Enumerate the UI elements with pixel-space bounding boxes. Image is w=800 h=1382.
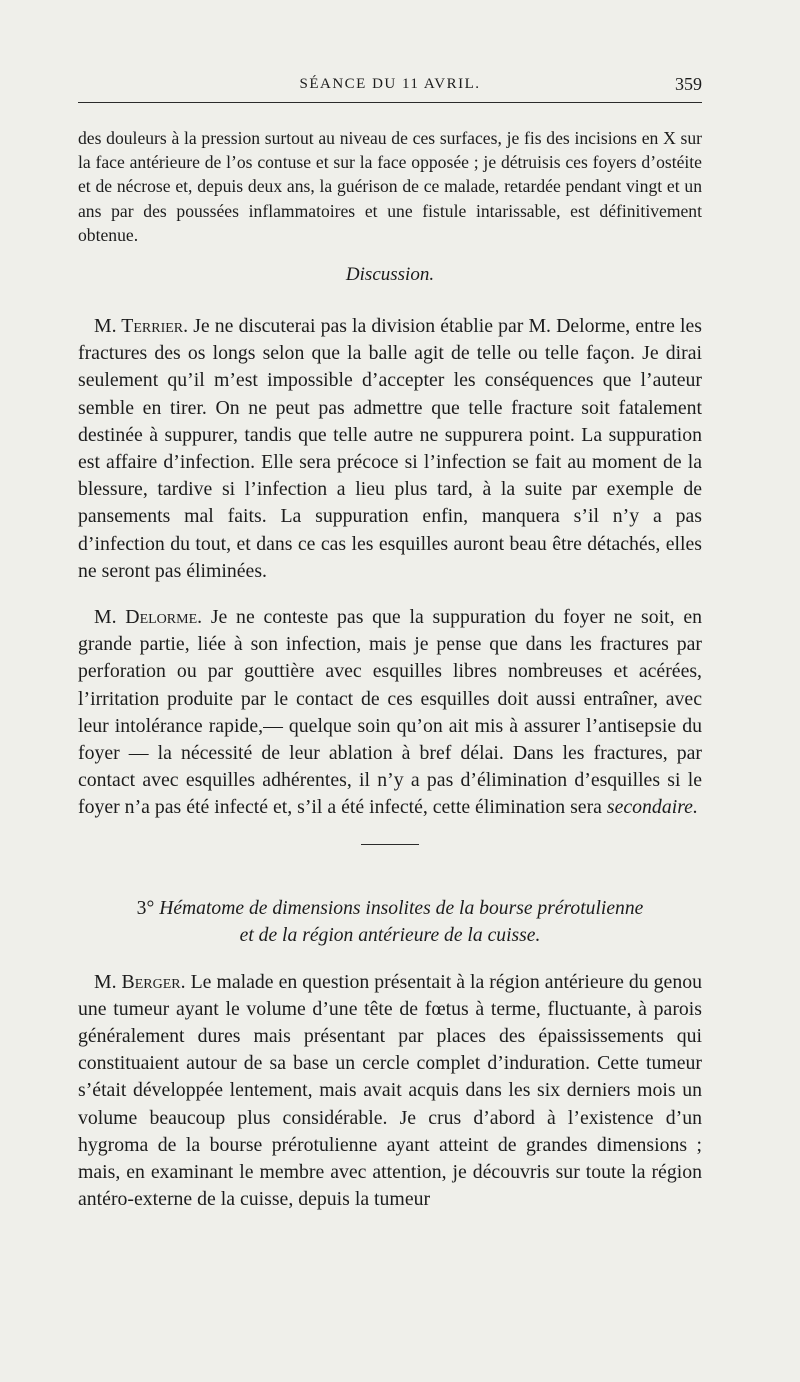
delorme-closing-word: secondaire. [606, 796, 698, 819]
section-title-line1: Hématome de dimensions insolites de la bourse prérotulienne [159, 897, 644, 919]
discussion-heading: Discussion. [345, 264, 435, 286]
section-divider [361, 844, 419, 845]
berger-text: Le malade en question présentait à la région antérieure du genou une tumeur ayant le volume d’une tête de fœtus à terme, fluctuante, à parois généralement dures mais présentant par places des épaississements qui constituaient autour de sa base un cercle complet d’induration. Cette tumeur s’était développée lentement, mais avait acquis dans les six derniers mois un volume beaucoup plus considérable. Je crus d’abord à l’existence d’un hygroma de la bourse prérotulienne ayant atteint de grandes dimensions ; mais, en examinant le membre avec attention, je découvris sur toute la région antéro-externe de la cuisse, depuis la tumeur [78, 970, 702, 1211]
berger-paragraph [78, 969, 702, 1214]
page-body [78, 126, 702, 1214]
section-title-line2: et de la région antérieure de la cuisse. [239, 924, 541, 946]
section-number: 3° [136, 897, 155, 919]
terrier-text: Je ne discuterai pas la division établie par M. Delorme, entre les fractures des os longs selon que la balle agit de telle ou telle façon. Je dirai seulement qu’il m’est impossible d’accepter les conséquences que l’auteur semble en tirer. On ne peut pas admettre que telle fracture soit fatalement destinée à suppurer, tandis que telle autre ne suppurera point. La suppuration est affaire d’infection. Elle sera précoce si l’infection se fait au moment de la blessure, tardive si l’infection a lieu plus tard, à la suite par exemple de pansements mal faits. La suppuration enfin, manquera s’il n’y a pas d’infection du tout, et dans ce cas les esquilles auront beau être détachés, elles ne seront pas éliminées. [78, 315, 702, 582]
page-number: 359 [675, 74, 702, 94]
delorme-text: Je ne conteste pas que la suppuration du foyer ne soit, en grande partie, liée à son infection, mais je pense que dans les fractures par perforation ou par gouttière avec esquilles libres nombreuses et acérées, l’irritation produite par le contact de ces esquilles doit aussi entraîner, avec leur intolérance rapide,— quelque soin qu’on ait mis à assurer l’antisepsie du foyer — la nécessité de leur ablation à bref délai. Dans les fractures, par contact avec esquilles adhérentes, il n’y a pas d’élimination d’esquilles si le foyer n’a pas été infecté et, s’il a été infecté, cette élimination sera [78, 606, 702, 819]
section-heading [78, 895, 702, 949]
speaker-delorme: M. Delorme. [94, 606, 203, 629]
paragraph-continuation: des douleurs à la pression surtout au niveau de ces surfaces, je fis des incisions en X sur la face antérieure de l’os contuse et sur la face opposée ; je détruisis ces foyers d’ostéite et de nécrose et, depuis deux ans, la guérison de ce malade, retardée pendant vingt et un ans par des poussées inflammatoires et une fistule intarissable, est définitivement obtenue. [78, 128, 702, 245]
terrier-paragraph [78, 313, 702, 585]
running-title: SÉANCE DU 11 AVRIL. [299, 76, 481, 92]
running-header [78, 72, 702, 103]
delorme-paragraph [78, 604, 702, 822]
speaker-berger: M. Berger. [94, 970, 186, 993]
speaker-terrier: M. Terrier. [94, 315, 189, 338]
